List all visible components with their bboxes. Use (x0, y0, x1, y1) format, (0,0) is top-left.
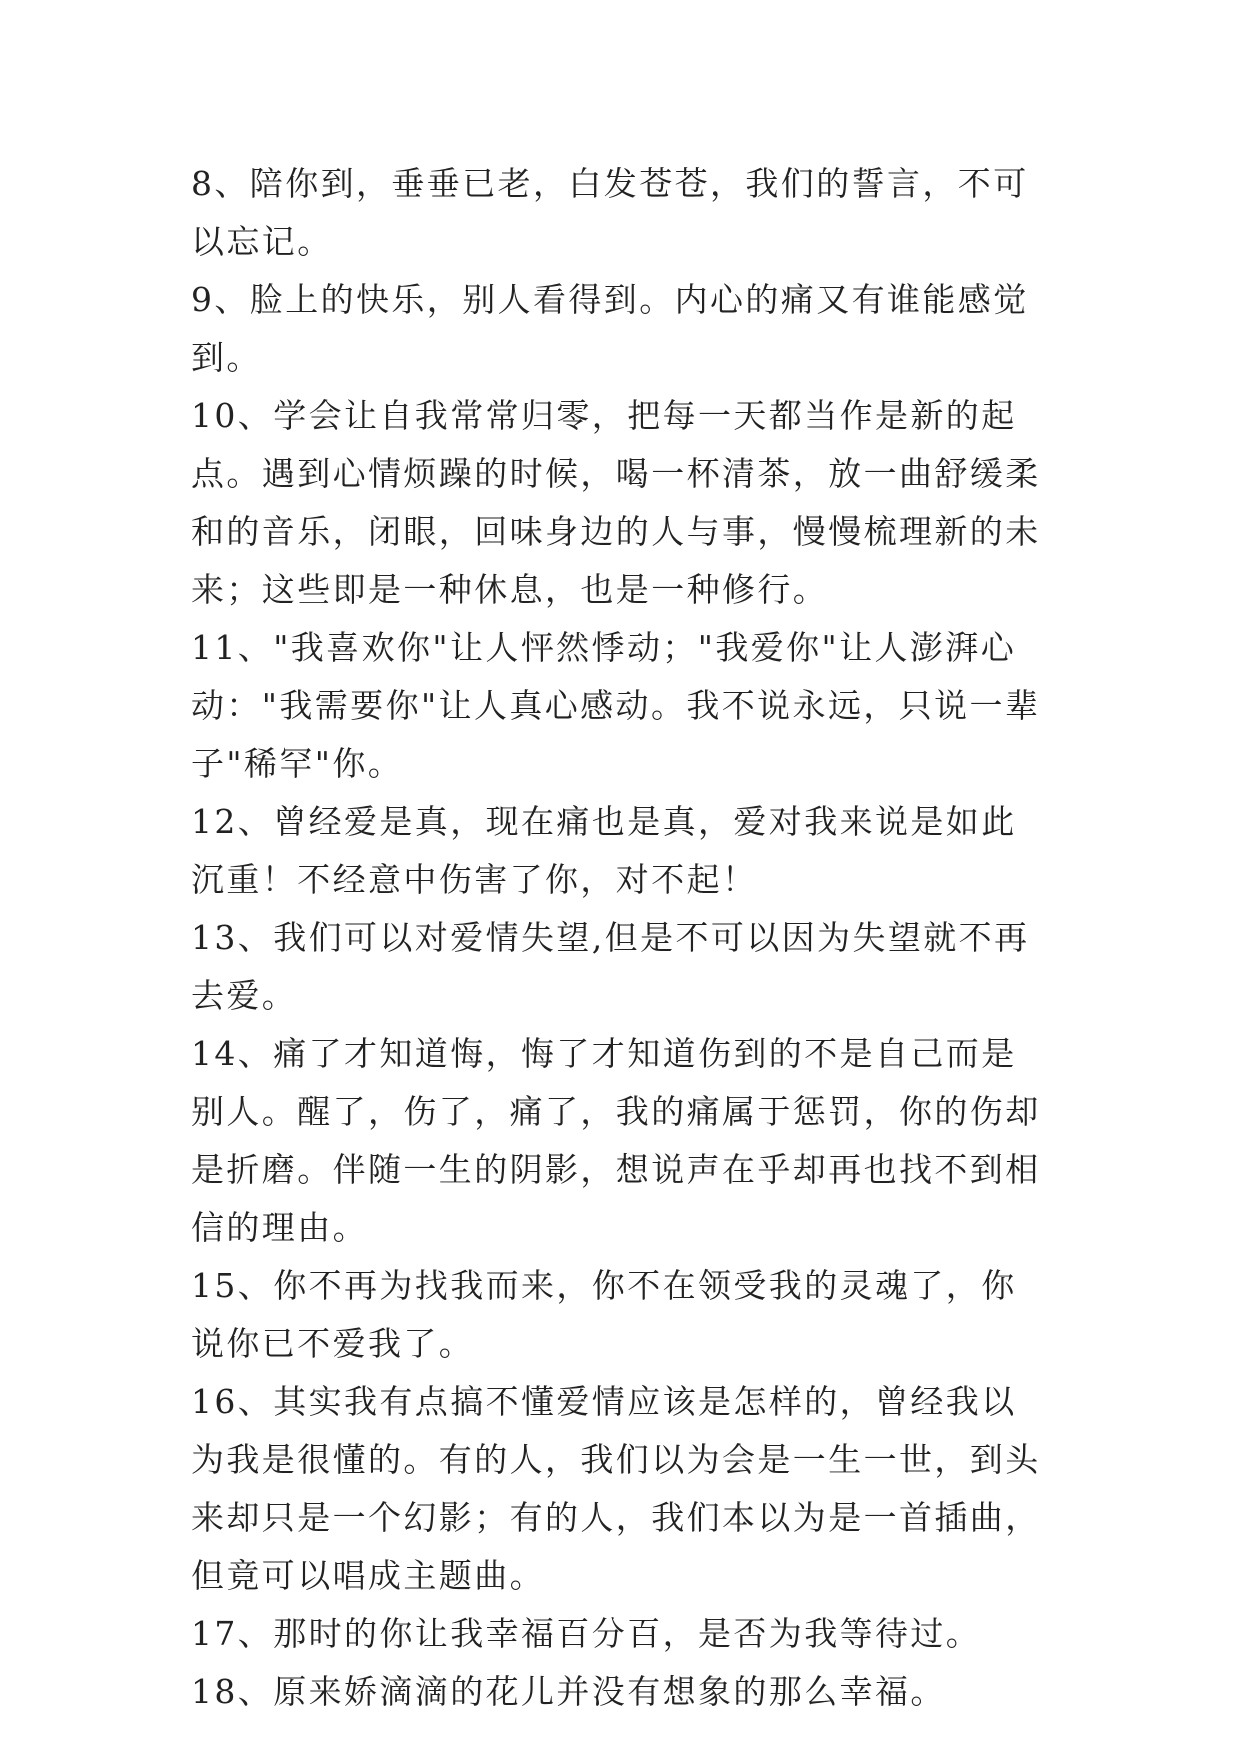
list-item-9: 9、脸上的快乐，别人看得到。内心的痛又有谁能感觉到。 (191, 280, 1029, 377)
list-item-17: 17、那时的你让我幸福百分百，是否为我等待过。 (191, 1614, 982, 1653)
list-item-14: 14、痛了才知道悔，悔了才知道伤到的不是自己而是别人。醒了，伤了，痛了，我的痛属于惩罚，你的伤却是折磨。伴随一生的阴影，想说声在乎却再也找不到相信的理由。 (191, 1034, 1041, 1247)
list-item-8: 8、陪你到，垂垂已老，白发苍苍，我们的誓言，不可以忘记。 (191, 164, 1029, 261)
list-item-16: 16、其实我有点搞不懂爱情应该是怎样的，曾经我以为我是很懂的。有的人，我们以为会是一生一世，到头来却只是一个幻影；有的人，我们本以为是一首插曲，但竟可以唱成主题曲。 (191, 1382, 1041, 1595)
list-item-15: 15、你不再为找我而来，你不在领受我的灵魂了，你说你已不爱我了。 (191, 1266, 1017, 1363)
list-item-13: 13、我们可以对爱情失望,但是不可以因为失望就不再去爱。 (191, 918, 1030, 1015)
list-item-18: 18、原来娇滴滴的花儿并没有想象的那么幸福。 (191, 1672, 946, 1711)
list-item-11: 11、"我喜欢你"让人怦然悸动；"我爱你"让人澎湃心动："我需要你"让人真心感动。我不说永远，只说一辈子"稀罕"你。 (191, 628, 1041, 783)
list-item-10: 10、学会让自我常常归零，把每一天都当作是新的起点。遇到心情烦躁的时候，喝一杯清茶，放一曲舒缓柔和的音乐，闭眼，回味身边的人与事，慢慢梳理新的未来；这些即是一种休息，也是一种修行。 (191, 396, 1041, 609)
document-body (191, 155, 1051, 1721)
list-item-12: 12、曾经爱是真，现在痛也是真，爱对我来说是如此沉重！不经意中伤害了你，对不起！ (191, 802, 1017, 899)
